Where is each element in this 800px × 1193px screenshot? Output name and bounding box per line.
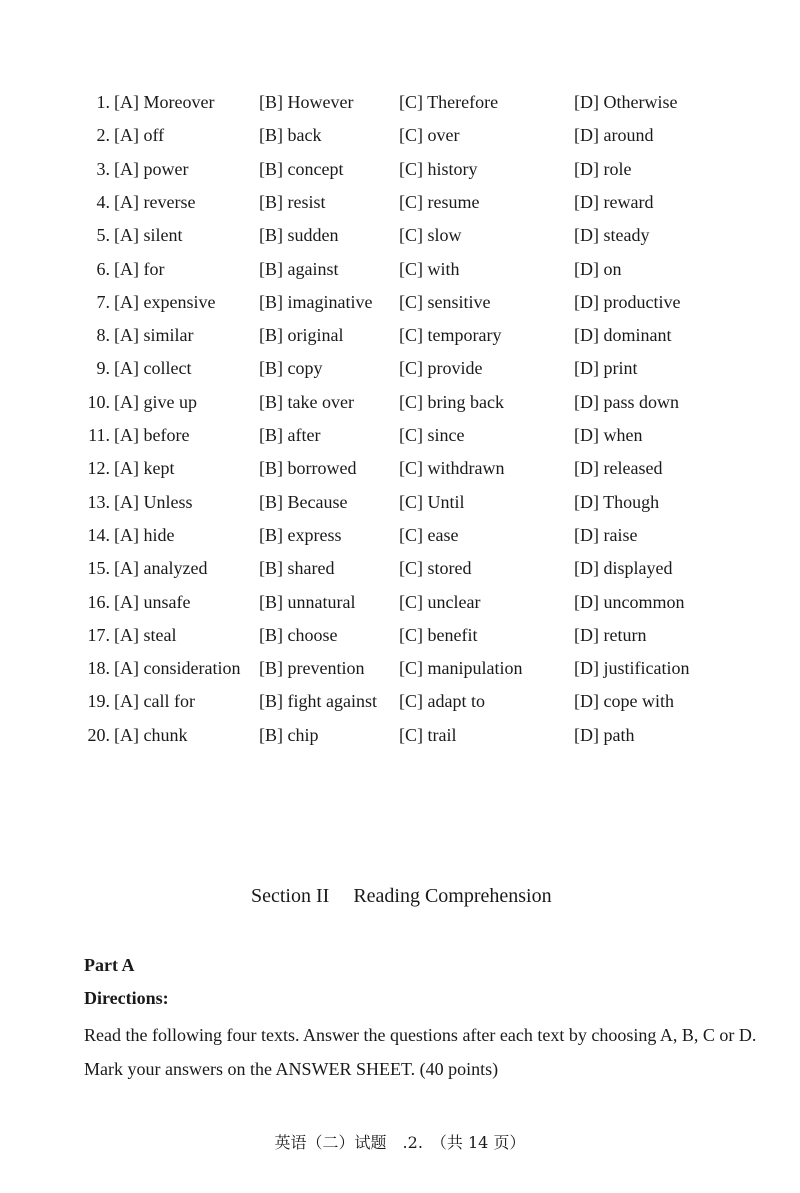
option-b: [B] However — [259, 92, 354, 112]
question-number: 3. — [96, 158, 110, 179]
option-c: [C] trail — [399, 724, 457, 745]
question-row — [0, 558, 800, 591]
option-d: [D] path — [574, 724, 635, 745]
option-b: [B] original — [259, 325, 344, 346]
option-d: [D] Otherwise — [574, 92, 678, 112]
option-d: [D] productive — [574, 291, 681, 312]
option-d: [D] Though — [574, 491, 660, 512]
option-d: [D] raise — [574, 524, 638, 545]
question-number: 4. — [96, 191, 110, 212]
option-d: [D] reward — [574, 191, 654, 212]
question-row — [0, 592, 800, 625]
question-row — [0, 259, 800, 292]
option-d: [D] uncommon — [574, 591, 685, 612]
section-number: Section II — [251, 885, 330, 907]
option-a: [A] call for — [114, 691, 195, 712]
question-number: 15. — [87, 558, 110, 579]
question-number: 10. — [87, 391, 110, 412]
option-a: [A] off — [114, 125, 165, 146]
option-d: [D] cope with — [574, 691, 674, 712]
option-b: [B] against — [259, 258, 339, 279]
question-number: 13. — [87, 491, 110, 512]
option-b: [B] sudden — [259, 225, 339, 246]
option-d: [D] dominant — [574, 325, 672, 346]
option-d: [D] pass down — [574, 391, 679, 412]
question-row — [0, 492, 800, 525]
option-d: [D] around — [574, 125, 654, 146]
option-a: [A] consideration — [114, 658, 241, 679]
question-row — [0, 458, 800, 491]
option-a: [A] silent — [114, 225, 183, 246]
option-c: [C] adapt to — [399, 691, 485, 712]
option-c: [C] over — [399, 125, 460, 146]
option-a: [A] analyzed — [114, 558, 208, 579]
question-number: 16. — [87, 591, 110, 612]
option-b: [B] back — [259, 125, 322, 146]
option-d: [D] displayed — [574, 558, 673, 579]
option-a: [A] collect — [114, 358, 192, 379]
option-d: [D] return — [574, 624, 647, 645]
option-b: [B] chip — [259, 724, 319, 745]
question-number: 8. — [96, 325, 110, 346]
option-a: [A] reverse — [114, 191, 196, 212]
option-a: [A] before — [114, 425, 190, 445]
option-a: [A] expensive — [114, 291, 216, 312]
option-a: [A] unsafe — [114, 591, 191, 612]
directions-label: Directions: — [84, 988, 169, 1008]
question-number: 20. — [87, 724, 110, 745]
option-c: [C] bring back — [399, 391, 504, 412]
question-number: 19. — [87, 691, 110, 712]
option-b: [B] express — [259, 524, 342, 545]
question-number: 1. — [96, 92, 110, 112]
question-number: 9. — [96, 358, 110, 379]
option-c: [C] stored — [399, 558, 472, 579]
part-title: Part A — [84, 955, 135, 975]
question-row — [0, 658, 800, 691]
question-row — [0, 125, 800, 158]
question-row — [0, 159, 800, 192]
question-number: 11. — [88, 425, 110, 445]
option-c: [C] Until — [399, 491, 465, 512]
option-a: [A] for — [114, 258, 165, 279]
option-b: [B] prevention — [259, 658, 365, 679]
question-row — [0, 325, 800, 358]
option-d: [D] on — [574, 258, 622, 279]
directions-text: Read the following four texts. Answer the questions after each text by choosing A, B, C or D. Mark your answers on the ANSWER SHEET. (40 points) — [84, 1025, 757, 1079]
section-heading — [251, 885, 552, 908]
option-c: [C] temporary — [399, 325, 502, 346]
option-a: [A] Moreover — [114, 92, 215, 112]
question-row — [0, 525, 800, 558]
option-a: [A] steal — [114, 624, 177, 645]
option-c: [C] unclear — [399, 591, 481, 612]
option-c: [C] slow — [399, 225, 462, 246]
question-row — [0, 192, 800, 225]
option-b: [B] fight against — [259, 691, 377, 712]
option-c: [C] manipulation — [399, 658, 523, 679]
option-c: [C] sensitive — [399, 291, 491, 312]
option-c: [C] ease — [399, 524, 459, 545]
question-row — [0, 92, 800, 125]
option-b: [B] concept — [259, 158, 344, 179]
option-a: [A] similar — [114, 325, 194, 346]
option-a: [A] chunk — [114, 724, 188, 745]
question-number: 14. — [87, 524, 110, 545]
option-b: [B] shared — [259, 558, 335, 579]
option-a: [A] give up — [114, 391, 197, 412]
option-a: [A] kept — [114, 458, 175, 479]
option-c: [C] with — [399, 258, 460, 279]
question-number: 18. — [87, 658, 110, 679]
option-d: [D] print — [574, 358, 638, 379]
option-c: [C] withdrawn — [399, 458, 505, 479]
option-b: [B] copy — [259, 358, 323, 379]
option-d: [D] when — [574, 425, 643, 445]
option-a: [A] Unless — [114, 491, 193, 512]
question-number: 2. — [96, 125, 110, 146]
question-row — [0, 691, 800, 724]
option-d: [D] role — [574, 158, 632, 179]
question-row — [0, 625, 800, 658]
section-name: Reading Comprehension — [353, 885, 552, 907]
option-d: [D] steady — [574, 225, 650, 246]
option-c: [C] since — [399, 425, 465, 445]
option-d: [D] justification — [574, 658, 690, 679]
option-c: [C] provide — [399, 358, 483, 379]
option-c: [C] benefit — [399, 624, 478, 645]
option-b: [B] Because — [259, 491, 348, 512]
question-row — [0, 225, 800, 258]
option-d: [D] released — [574, 458, 663, 479]
question-row — [0, 425, 800, 458]
option-b: [B] unnatural — [259, 591, 356, 612]
question-number: 6. — [96, 258, 110, 279]
option-b: [B] resist — [259, 191, 326, 212]
question-number: 12. — [87, 458, 110, 479]
option-b: [B] after — [259, 425, 321, 445]
question-number: 7. — [96, 291, 110, 312]
option-a: [A] hide — [114, 524, 175, 545]
option-c: [C] Therefore — [399, 92, 499, 112]
page-footer: 英语（二）试题 .2. （共 14 页） — [274, 1133, 526, 1152]
question-row — [0, 725, 800, 758]
option-b: [B] borrowed — [259, 458, 357, 479]
option-c: [C] resume — [399, 191, 480, 212]
question-number: 5. — [96, 225, 110, 246]
option-a: [A] power — [114, 158, 189, 179]
option-b: [B] imaginative — [259, 291, 373, 312]
option-b: [B] take over — [259, 391, 354, 412]
question-row — [0, 392, 800, 425]
question-row — [0, 358, 800, 391]
option-b: [B] choose — [259, 624, 338, 645]
question-row — [0, 292, 800, 325]
question-number: 17. — [87, 624, 110, 645]
option-c: [C] history — [399, 158, 478, 179]
